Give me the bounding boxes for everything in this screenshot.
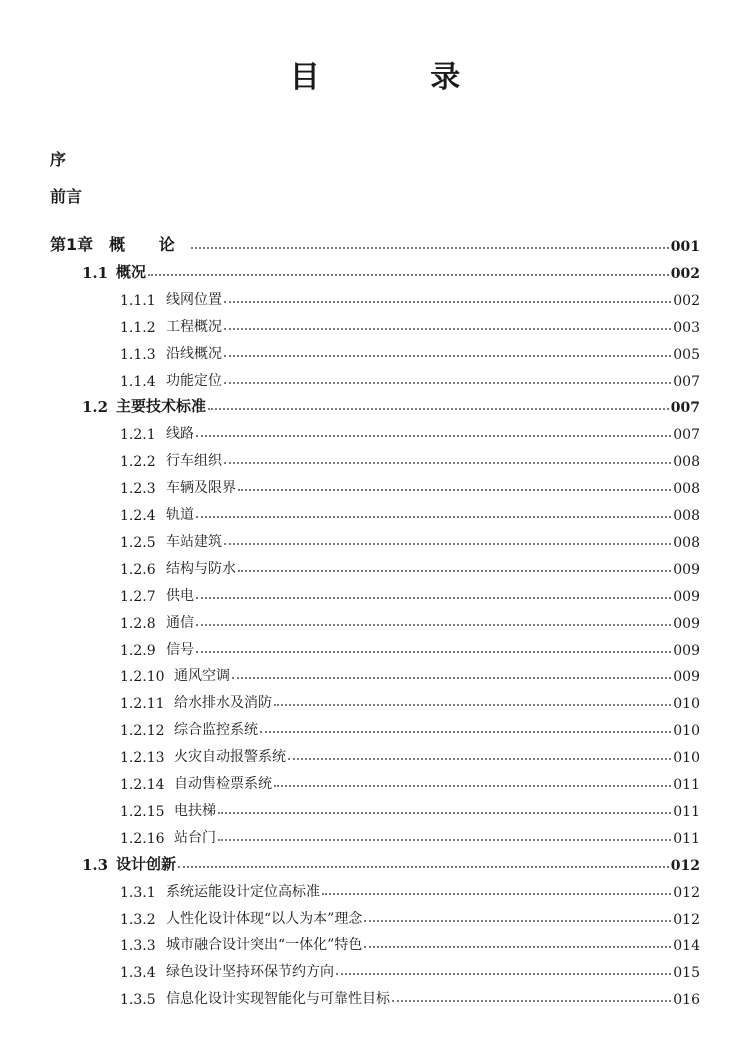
- toc-entry-title: 设计创新: [116, 855, 177, 873]
- toc-entry-page-number: 009: [673, 589, 700, 605]
- dot-leader: [224, 382, 671, 384]
- dot-leader: [260, 731, 671, 733]
- dot-leader: [178, 866, 669, 868]
- dot-leader: [322, 893, 671, 895]
- toc-entry-title: 自动售检票系统: [174, 776, 272, 792]
- toc-entry-title: 行车组织: [166, 453, 222, 469]
- toc-entry-title: 线路: [166, 426, 194, 442]
- toc-entry-page-number: 008: [673, 454, 700, 470]
- toc-entry-title: 电扶梯: [174, 803, 216, 819]
- toc-entry-page-number: 005: [673, 347, 700, 363]
- toc-entry-sub[interactable]: [120, 471, 700, 497]
- toc-entry-page-number: 012: [670, 858, 700, 874]
- toc-entry-sub[interactable]: [120, 659, 700, 685]
- toc-entry-number: 1.1.1: [120, 293, 156, 309]
- toc-entry-number: 1.2.4: [120, 508, 156, 524]
- toc-entry-title: 工程概况: [166, 319, 222, 335]
- toc-entry-number: 1.1.4: [120, 374, 156, 390]
- toc-entry-page-number: 011: [673, 831, 700, 847]
- toc-entry-page-number: 007: [670, 400, 700, 416]
- toc-entry-title: 绿色设计坚持环保节约方向: [166, 964, 334, 980]
- toc-entry-number: 1.2.11: [120, 696, 165, 712]
- toc-entry-title: 系统运能设计定位高标准: [166, 884, 320, 900]
- toc-entry-sub[interactable]: [120, 579, 700, 605]
- toc-entry-section[interactable]: [82, 256, 700, 282]
- toc-entry-number: 1.2.10: [120, 669, 165, 685]
- toc-entry-title: 主要技术标准: [116, 397, 207, 415]
- toc-entry-sub[interactable]: [120, 417, 700, 443]
- toc-entry-title: 概 论: [109, 235, 189, 254]
- toc-entry-number: 1.2.14: [120, 777, 165, 793]
- toc-entry-number: 1.2: [82, 398, 109, 416]
- dot-leader: [218, 812, 671, 814]
- dot-leader: [238, 570, 671, 572]
- toc-entry-title: 车站建筑: [166, 534, 222, 550]
- toc-entry-sub[interactable]: [120, 525, 700, 551]
- toc-entry-sub[interactable]: [120, 821, 700, 847]
- toc-entry-sub[interactable]: [120, 310, 700, 336]
- toc-entry-sub[interactable]: [120, 902, 700, 928]
- toc-entry-number: 1.1: [82, 264, 109, 282]
- toc-entry-page-number: 012: [673, 912, 700, 928]
- toc-entry-page-number: 002: [670, 266, 700, 282]
- toc-entry-number: 1.2.16: [120, 831, 165, 847]
- toc-entry-title: 车辆及限界: [166, 480, 236, 496]
- dot-leader: [392, 1000, 671, 1002]
- toc-entry-number: 1.1.3: [120, 347, 156, 363]
- dot-leader: [196, 597, 671, 599]
- toc-entry-title: 通信: [166, 615, 194, 631]
- toc-entry-number: 第1章: [50, 235, 94, 254]
- toc-entry-page-number: 009: [673, 643, 700, 659]
- toc-entry-sub[interactable]: [120, 283, 700, 309]
- toc-entry-sub[interactable]: [120, 552, 700, 578]
- toc-entry-page-number: 011: [673, 777, 700, 793]
- toc-entry-title: 概况: [116, 263, 147, 281]
- dot-leader: [196, 435, 671, 437]
- toc-entry-number: 1.2.3: [120, 481, 156, 497]
- toc-entry-page-number: 012: [673, 885, 700, 901]
- toc-entry-sub[interactable]: [120, 982, 700, 1008]
- toc-entry-number: 1.2.2: [120, 454, 156, 470]
- toc-entry-title: 综合监控系统: [174, 722, 258, 738]
- toc-entry-title: 城市融合设计突出“一体化”特色: [166, 937, 363, 953]
- dot-leader: [148, 274, 669, 276]
- toc-entry-page-number: 015: [673, 965, 700, 981]
- toc-entry-page-number: 002: [673, 293, 700, 309]
- dot-leader: [224, 355, 671, 357]
- dot-leader: [224, 301, 671, 303]
- toc-entry-sub[interactable]: [120, 955, 700, 981]
- toc-entry-sub[interactable]: [120, 713, 700, 739]
- toc-entry-page-number: 014: [673, 938, 700, 954]
- toc-entry-page-number: 010: [673, 696, 700, 712]
- toc-entry-title: 功能定位: [166, 373, 222, 389]
- toc-entry-page-number: 016: [673, 992, 700, 1008]
- dot-leader: [196, 624, 671, 626]
- toc-entry-title: 火灾自动报警系统: [174, 749, 286, 765]
- toc-entry-page-number: 001: [670, 239, 700, 255]
- toc-entry-number: 1.3.5: [120, 992, 156, 1008]
- toc-entry-title: 人性化设计体现“以人为本”理念: [166, 911, 363, 927]
- toc-entry-page-number: 010: [673, 750, 700, 766]
- toc-entry-title: 线网位置: [166, 292, 222, 308]
- toc-entry-sub[interactable]: [120, 928, 700, 954]
- dot-leader: [336, 973, 671, 975]
- toc-entry-sub[interactable]: [120, 364, 700, 390]
- toc-entry-number: 1.3.1: [120, 885, 156, 901]
- dot-leader: [218, 839, 671, 841]
- dot-leader: [196, 651, 671, 653]
- page-title: 目 录: [289, 60, 511, 95]
- toc-entry-number: 1.1.2: [120, 320, 156, 336]
- dot-leader: [364, 920, 671, 922]
- front-matter-item[interactable]: 前言: [50, 187, 83, 206]
- toc-entry-page-number: 007: [673, 427, 700, 443]
- toc-entry-title: 沿线概况: [166, 346, 222, 362]
- dot-leader: [224, 543, 671, 545]
- dot-leader: [274, 785, 671, 787]
- toc-entry-number: 1.2.1: [120, 427, 156, 443]
- toc-entry-page-number: 008: [673, 535, 700, 551]
- toc-entry-number: 1.2.6: [120, 562, 156, 578]
- toc-entry-sub[interactable]: [120, 337, 700, 363]
- toc-entry-page-number: 010: [673, 723, 700, 739]
- dot-leader: [191, 247, 669, 249]
- toc-entry-sub[interactable]: [120, 686, 700, 712]
- toc-entry-sub[interactable]: [120, 794, 700, 820]
- front-matter-item[interactable]: 序: [50, 150, 67, 169]
- toc-entry-title: 信号: [166, 642, 194, 658]
- toc-entry-sub[interactable]: [120, 740, 700, 766]
- toc-entry-title: 结构与防水: [166, 561, 236, 577]
- dot-leader: [238, 489, 671, 491]
- toc-entry-sub[interactable]: [120, 606, 700, 632]
- dot-leader: [224, 462, 671, 464]
- toc-entry-section[interactable]: [82, 390, 700, 416]
- dot-leader: [288, 758, 671, 760]
- toc-entry-number: 1.2.13: [120, 750, 165, 766]
- dot-leader: [364, 946, 671, 948]
- toc-entry-page-number: 008: [673, 508, 700, 524]
- toc-entry-page-number: 007: [673, 374, 700, 390]
- toc-entry-number: 1.3: [82, 856, 109, 874]
- dot-leader: [224, 328, 671, 330]
- toc-entry-number: 1.2.12: [120, 723, 165, 739]
- dot-leader: [274, 704, 671, 706]
- dot-leader: [208, 408, 669, 410]
- toc-entry-number: 1.2.5: [120, 535, 156, 551]
- toc-entry-page-number: 009: [673, 669, 700, 685]
- dot-leader: [232, 677, 671, 679]
- toc-entry-sub[interactable]: [120, 875, 700, 901]
- toc-entry-page-number: 011: [673, 804, 700, 820]
- toc-entry-sub[interactable]: [120, 498, 700, 524]
- toc-entry-page-number: 009: [673, 616, 700, 632]
- toc-entry-sub[interactable]: [120, 767, 700, 793]
- toc-entry-title: 供电: [166, 588, 194, 604]
- toc-entry-number: 1.3.3: [120, 938, 156, 954]
- toc-entry-page-number: 008: [673, 481, 700, 497]
- toc-entry-sub[interactable]: [120, 444, 700, 470]
- toc-entry-title: 给水排水及消防: [174, 695, 272, 711]
- toc-entry-page-number: 003: [673, 320, 700, 336]
- toc-entry-sub[interactable]: [120, 633, 700, 659]
- dot-leader: [196, 516, 671, 518]
- toc-entry-number: 1.2.15: [120, 804, 165, 820]
- toc-entry-section[interactable]: [82, 848, 700, 874]
- toc-entry-title: 信息化设计实现智能化与可靠性目标: [166, 991, 390, 1007]
- toc-entry-number: 1.3.4: [120, 965, 156, 981]
- toc-entry-number: 1.2.8: [120, 616, 156, 632]
- toc-entry-number: 1.2.9: [120, 643, 156, 659]
- toc-entry-chapter[interactable]: [50, 229, 700, 255]
- toc-entry-number: 1.2.7: [120, 589, 156, 605]
- toc-entry-title: 轨道: [166, 507, 194, 523]
- toc-entry-number: 1.3.2: [120, 912, 156, 928]
- toc-entry-title: 通风空调: [174, 668, 230, 684]
- toc-entry-title: 站台门: [174, 830, 216, 846]
- toc-entry-page-number: 009: [673, 562, 700, 578]
